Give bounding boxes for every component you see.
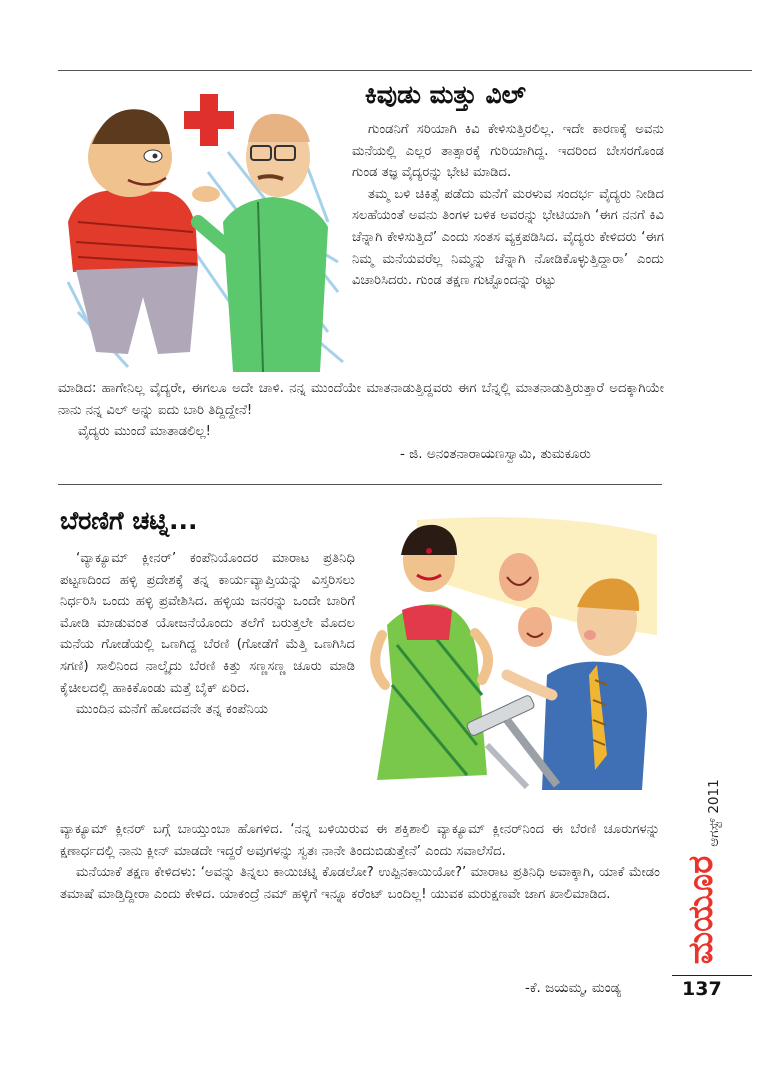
story2-credit: -ಕೆ. ಜಯಮ್ಮ, ಮಂಡ್ಯ	[525, 980, 622, 996]
story1-paragraph-3: ವೈದ್ಯರು ಮುಂದೆ ಮಾತಾಡಲಿಲ್ಲ!	[78, 424, 211, 440]
salesman-housewife-cartoon	[357, 515, 665, 790]
footer-rule	[672, 975, 752, 976]
story1-paragraph-2-continued: ಮಾಡಿದ: ಹಾಗೇನಿಲ್ಲ ವೈದ್ಯರೇ, ಈಗಲೂ ಅದೇ ಚಾಳಿ. ನನ್ನ ಮುಂದೆಯೇ ಮಾತನಾಡುತ್ತಿದ್ದವರು ಈಗ ಬೆನ್ನಲ್ಲಿ ಮಾತನಾಡುತ್ತಿರುತ್ತಾರೆ ಅದಕ್ಕಾಗಿಯೇ ನಾನು ನನ್ನ ವಿಲ್ ಅನ್ನು ಐದು ಬಾರಿ ತಿದ್ದಿದ್ದೇನೆ!	[58, 381, 664, 418]
story1-column	[352, 119, 664, 292]
story2-paragraph-2-continued: ವ್ಯಾಕ್ಯೂಮ್ ಕ್ಲೀನರ್ ಬಗ್ಗೆ ಬಾಯ್ತುಂಬಾ ಹೊಗಳಿದ. ‘ನನ್ನ ಬಳಿಯಿರುವ ಈ ಶಕ್ತಿಶಾಲಿ ವ್ಯಾಕ್ಯೂಮ್ ಕ್ಲೀನರ್‌ನಿಂದ ಈ ಬೆರಣಿ ಚೂರುಗಳನ್ನು ಕ್ಷಣಾರ್ಧದಲ್ಲಿ ನಾನು ಕ್ಲೀನ್ ಮಾಡದೇ ಇದ್ದರೆ ಅವುಗಳನ್ನು ಸ್ವತಃ ನಾನೇ ತಿಂದುಬಿಡುತ್ತೇನೆ’ ಎಂದು ಸವಾಲೆಸೆದ.	[60, 822, 660, 859]
story2-full-width	[60, 819, 660, 905]
story1-paragraph-1: ಗುಂಡನಿಗೆ ಸರಿಯಾಗಿ ಕಿವಿ ಕೇಳಿಸುತ್ತಿರಲಿಲ್ಲ. ಇದೇ ಕಾರಣಕ್ಕೆ ಅವನು ಮನೆಯಲ್ಲಿ ಎಲ್ಲರ ತಾತ್ಸಾರಕ್ಕೆ ಗುರಿಯಾಗಿದ್ದ. ಇದರಿಂದ ಬೇಸರಗೊಂಡ ಗುಂಡ ತಜ್ಞ ವೈದ್ಯರನ್ನು ಭೇಟಿ ಮಾಡಿದ.	[352, 122, 664, 181]
mid-rule	[58, 484, 662, 485]
story2-paragraph-3: ಮನೆಯಾಕೆ ತಕ್ಷಣ ಕೇಳಿದಳು: ‘ಅವನ್ನು ತಿನ್ನಲು ಕಾಯಿಚಟ್ನಿ ಕೊಡಲೋ? ಉಪ್ಪಿನಕಾಯಿಯೋ?’ ಮಾರಾಟ ಪ್ರತಿನಿಧಿ ಅವಾಕ್ಕಾಗಿ, ಯಾಕೆ ಮೇಡಂ ತಮಾಷೆ ಮಾಡ್ತಿದ್ದೀರಾ ಎಂದು ಕೇಳಿದ. ಯಾಕಂದ್ರೆ ನಮ್ ಹಳ್ಳಿಗೆ ಇನ್ನೂ ಕರೆಂಟ್ ಬಂದಿಲ್ಲ! ಯುವಕ ಮರುಕ್ಷಣವೇ ಜಾಗ ಖಾಲಿಮಾಡಿದ.	[60, 865, 660, 902]
top-rule	[58, 70, 752, 71]
magazine-name: ಮಯೂರ	[681, 855, 721, 965]
story1-title: ಕಿವುಡು ಮತ್ತು ವಿಲ್	[365, 80, 526, 109]
story1-paragraph-2: ತಮ್ಮ ಬಳಿ ಚಿಕಿತ್ಸೆ ಪಡೆದು ಮನೆಗೆ ಮರಳುವ ಸಂದರ್ಭ ವೈದ್ಯರು ನೀಡಿದ ಸಲಹೆಯಂತೆ ಅವನು ತಿಂಗಳ ಬಳಿಕ ಅವರನ್ನು ಭೇಟಿಯಾಗಿ ‘ಈಗ ನನಗೆ ಕಿವಿ ಚೆನ್ನಾಗಿ ಕೇಳಿಸುತ್ತಿದೆ’ ಎಂದು ಸಂತಸ ವ್ಯಕ್ತಪಡಿಸಿದ. ವೈದ್ಯರು ಕೇಳಿದರು ‘ಈಗ ನಿಮ್ಮ ಮನೆಯವರೆಲ್ಲ ನಿಮ್ಮನ್ನು ಚೆನ್ನಾಗಿ ನೋಡಿಕೊಳ್ಳುತ್ತಿದ್ದಾರಾ’ ಎಂದು ವಿಚಾರಿಸಿದರು. ಗುಂಡ ತಕ್ಷಣ ಗುಟ್ಟೊಂದನ್ನು ರಟ್ಟು	[352, 186, 664, 289]
story2-column	[60, 548, 355, 721]
story1-full-width	[58, 378, 664, 443]
magazine-logo	[681, 848, 721, 972]
story2-title: ಬೆರಣಿಗೆ ಚಟ್ನಿ...	[60, 506, 198, 535]
story1-credit: - ಜಿ. ಅನಂತನಾರಾಯಣಸ್ವಾಮಿ, ತುಮಕೂರು	[400, 446, 591, 462]
story2-paragraph-1: ‘ವ್ಯಾಕ್ಯೂಮ್ ಕ್ಲೀನರ್’ ಕಂಪೆನಿಯೊಂದರ ಮಾರಾಟ ಪ್ರತಿನಿಧಿ ಪಟ್ಟಣದಿಂದ ಹಳ್ಳಿ ಪ್ರದೇಶಕ್ಕೆ ತನ್ನ ಕಾರ್ಯವ್ಯಾಪ್ತಿಯನ್ನು ವಿಸ್ತರಿಸಲು ನಿರ್ಧರಿಸಿ ಒಂದು ಹಳ್ಳಿ ಪ್ರವೇಶಿಸಿದ. ಹಳ್ಳಿಯ ಜನರನ್ನು ಒಂದೇ ಬಾರಿಗೆ ಮೋಡಿ ಮಾಡುವಂತ ಯೋಜನೆಯೊಂದು ತಲೆಗೆ ಬರುತ್ತಲೇ ಮೊದಲ ಮನೆಯ ಗೋಡೆಯಲ್ಲಿ ಒಣಗಿದ್ದ ಬೆರಣಿ (ಗೋಡೆಗೆ ಮೆತ್ತಿ ಒಣಗಿಸಿದ ಸಗಣಿ) ಸಾಲಿನಿಂದ ನಾಲ್ಕೈದು ಬೆರಣಿ ಕಿತ್ತು ಸಣ್ಣಸಣ್ಣ ಚೂರು ಮಾಡಿ ಕೈಚೀಲದಲ್ಲಿ ಹಾಕಿಕೊಂಡು ಮತ್ತೆ ಬೈಕ್ ಏರಿದ.	[60, 551, 355, 696]
red-cross-icon	[184, 94, 234, 146]
page-number: 137	[682, 978, 722, 1000]
issue-date: ಆಗಸ್ಟ್ 2011	[706, 779, 722, 847]
story2-paragraph-2: ಮುಂದಿನ ಮನೆಗೆ ಹೋದವನೇ ತನ್ನ ಕಂಪೆನಿಯ	[76, 702, 269, 718]
doctor-patient-cartoon	[58, 82, 346, 372]
